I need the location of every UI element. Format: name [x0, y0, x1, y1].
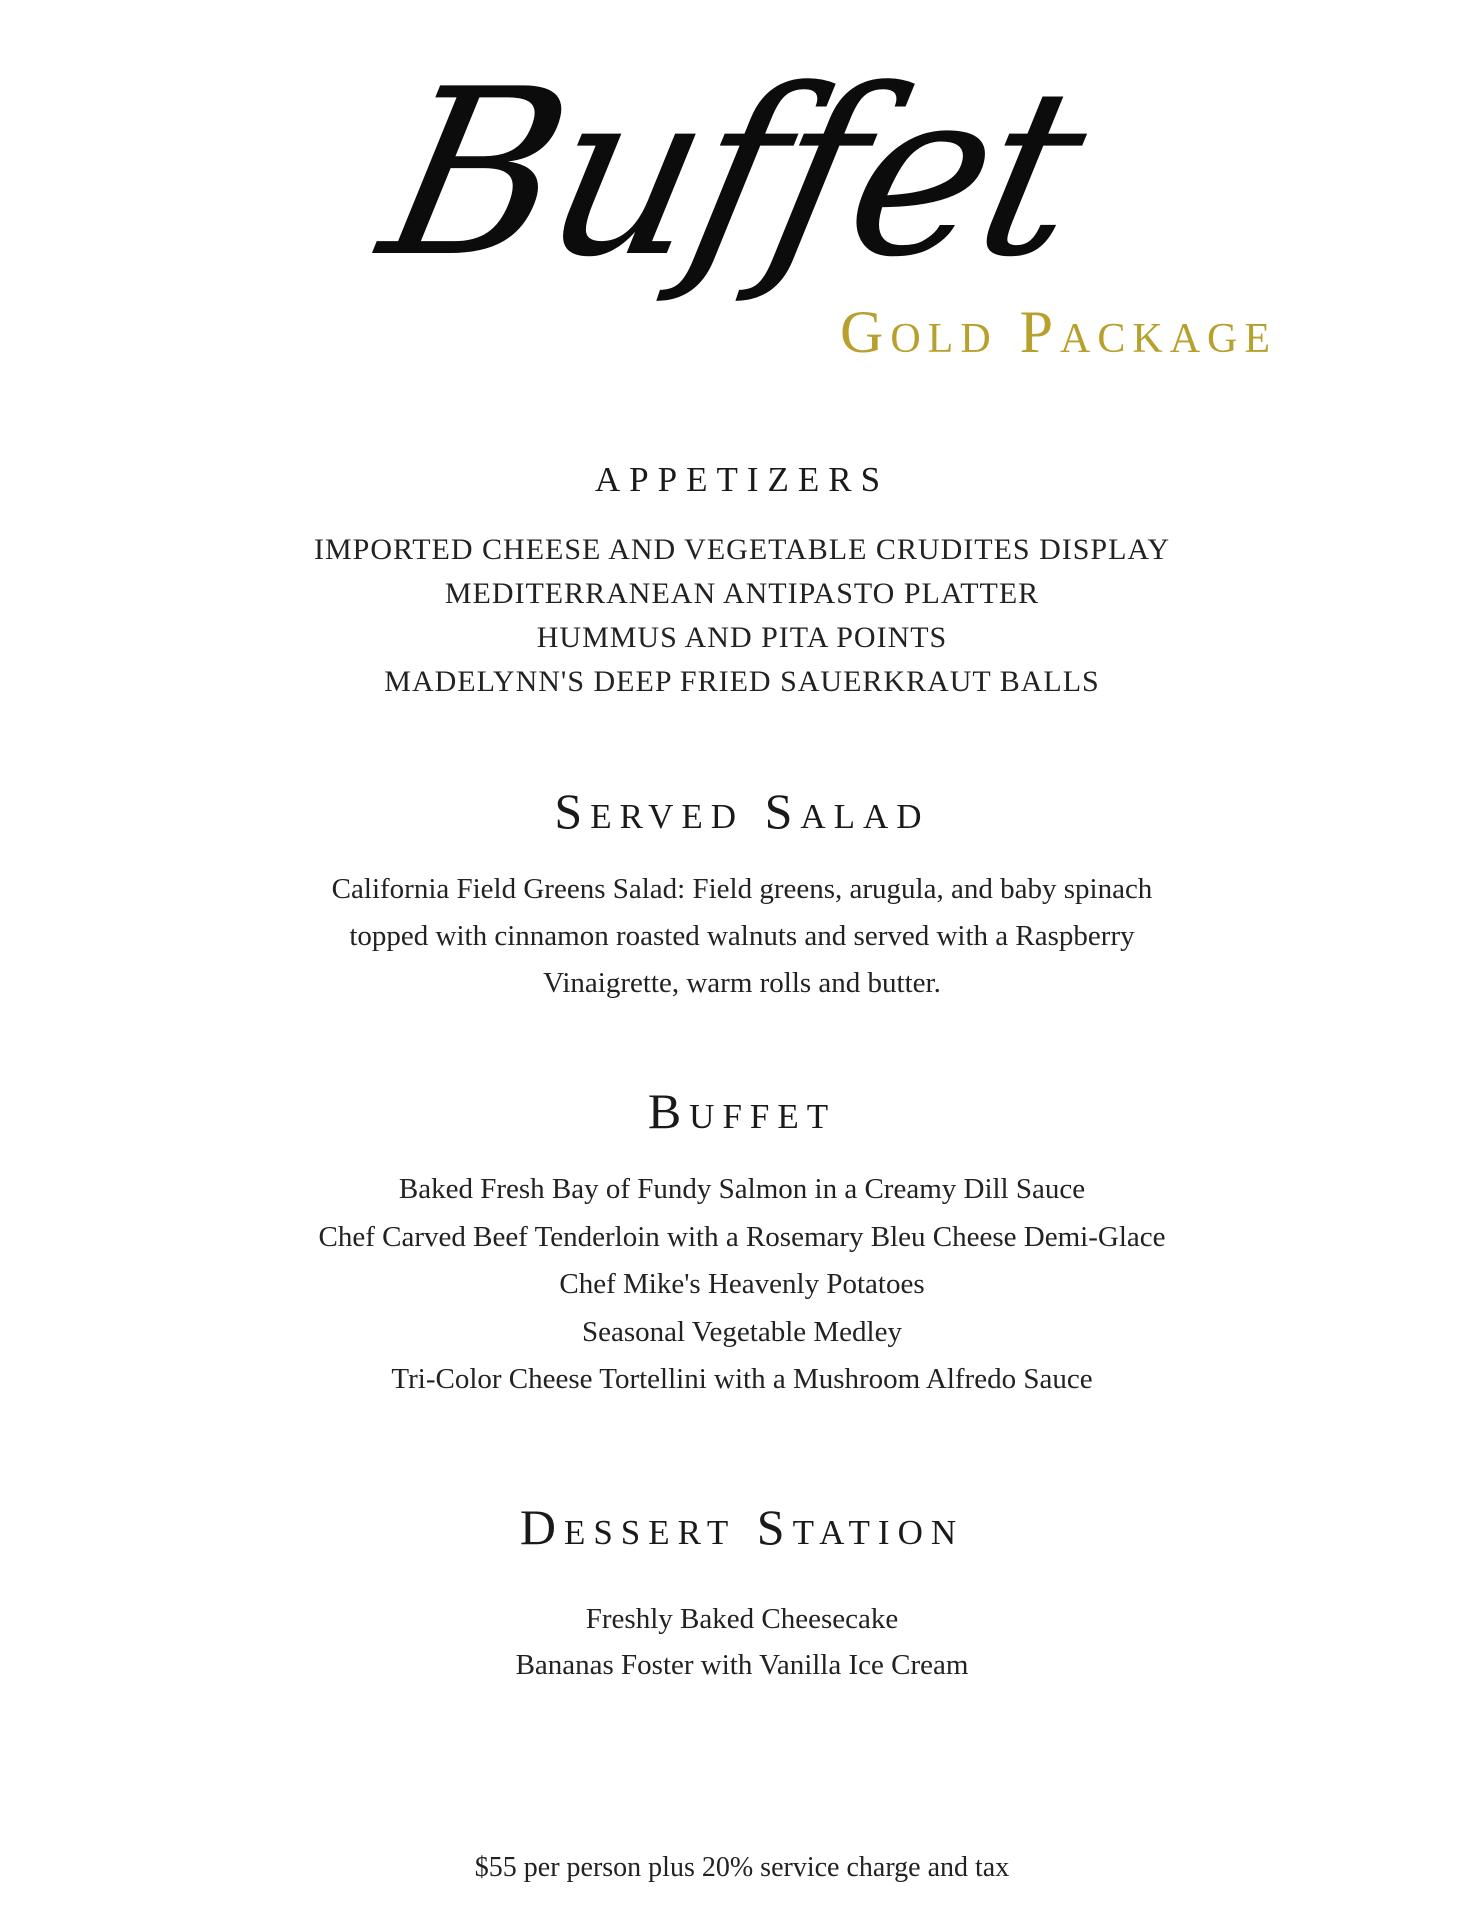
- list-item: Seasonal Vegetable Medley: [582, 1315, 902, 1348]
- salad-line: Vinaigrette, warm rolls and butter.: [543, 967, 941, 999]
- salad-line: California Field Greens Salad: Field greens, arugula, and baby spinach: [331, 873, 1153, 905]
- list-item: Freshly Baked Cheesecake: [585, 1603, 899, 1635]
- dessert-list: [0, 1596, 1484, 1688]
- salad-line: topped with cinnamon roasted walnuts and served with a Raspberry: [349, 920, 1135, 952]
- list-item: Chef Mike's Heavenly Potatoes: [559, 1268, 925, 1300]
- list-item: Baked Fresh Bay of Fundy Salmon in a Creamy Dill Sauce: [398, 1173, 1086, 1205]
- list-item: MEDITERRANEAN ANTIPASTO PLATTER: [444, 577, 1040, 610]
- appetizers-list: [0, 528, 1484, 704]
- menu-title: Buffet: [363, 41, 1101, 308]
- list-item: Bananas Foster with Vanilla Ice Cream: [515, 1649, 969, 1681]
- list-item: IMPORTED CHEESE AND VEGETABLE CRUDITES DISPLAY: [314, 533, 1170, 566]
- package-subtitle: Gold Package: [840, 299, 1278, 365]
- list-item: Tri-Color Cheese Tortellini with a Mushroom Alfredo Sauce: [391, 1363, 1093, 1395]
- salad-description: [0, 866, 1484, 1007]
- dessert-heading: Dessert Station: [519, 1499, 965, 1555]
- salad-heading: Served Salad: [554, 783, 930, 839]
- price-note: $55 per person plus 20% service charge and tax: [474, 1852, 1010, 1883]
- appetizers-heading: appetizers: [594, 446, 890, 502]
- buffet-heading: Buffet: [647, 1083, 837, 1139]
- buffet-list: [0, 1166, 1484, 1404]
- list-item: HUMMUS AND PITA POINTS: [536, 621, 948, 654]
- list-item: MADELYNN'S DEEP FRIED SAUERKRAUT BALLS: [384, 665, 1100, 698]
- list-item: Chef Carved Beef Tenderloin with a Rosemary Bleu Cheese Demi-Glace: [318, 1220, 1166, 1253]
